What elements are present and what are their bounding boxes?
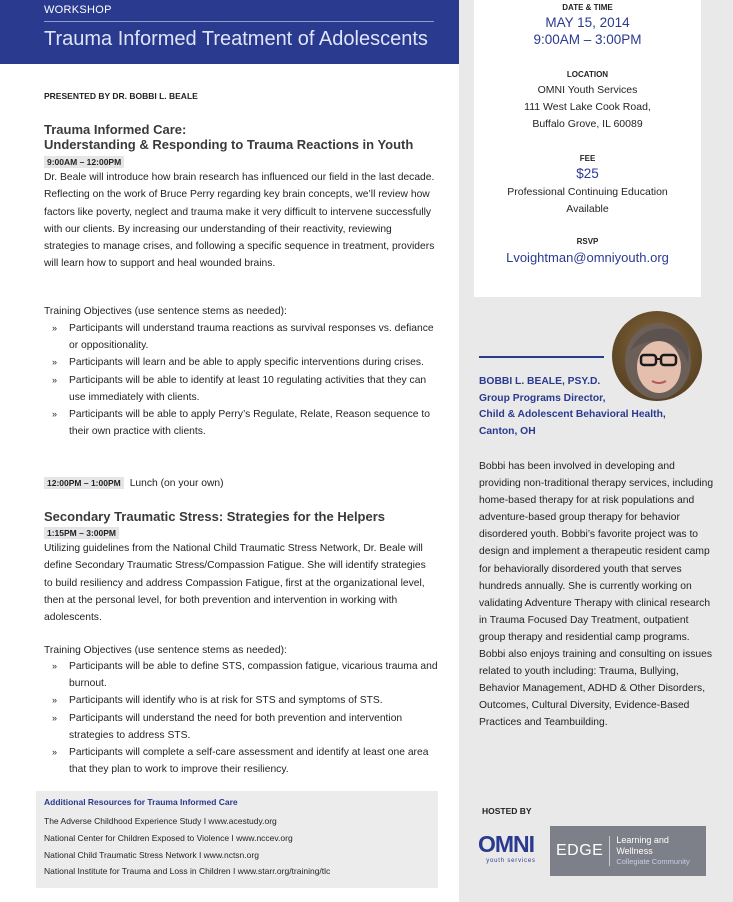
lunch-label: Lunch (on your own) [129,477,224,489]
session1-objectives [52,320,440,440]
session1-title-line2: Understanding & Responding to Trauma Reactions in Youth [44,137,414,152]
list-item: » Participants will identify who is at risk for STS and symptoms of STS. [52,695,383,707]
header-band [0,0,459,64]
session2-description: Utilizing guidelines from the National Child Traumatic Stress Network, Dr. Beale will define Secondary Traumatic Stress/Compassion Fatigue. She will identify strategies to build resiliency and address Compassion Fatigue, first at the organizational level, then at the personal level, for both prevention and intervention in working with adolescents. [44,543,426,624]
date-label: DATE & TIME [562,3,613,12]
bio-role: Group Programs Director, [479,392,606,404]
lunch-row [44,477,224,489]
omni-logo-subtitle: youth services [486,858,536,864]
session1-title-line1: Trauma Informed Care: [44,122,187,137]
edge-logo [550,826,706,876]
resource-item: National Institute for Trauma and Loss in Children I www.starr.org/training/tlc [44,866,331,877]
fee-amount: $25 [576,166,599,181]
list-item: » Participants will be able to define STS, compassion fatigue, vicarious trauma and burnout. [52,661,438,690]
session1-title [44,122,413,152]
lunch-time: 12:00PM – 1:00PM [44,477,124,489]
event-time: 9:00AM – 3:00PM [533,32,642,47]
resources-title: Additional Resources for Trauma Informed Care [44,797,238,807]
location-label: LOCATION [566,70,609,79]
list-item: » Participants will understand trauma reactions as survival responses vs. defiance or oppositionality. [52,323,434,352]
event-info-box [474,0,701,297]
resources-box [36,791,438,888]
session2-title: Secondary Traumatic Stress: Strategies for the Helpers [44,509,386,524]
location-line-2: 111 West Lake Cook Road, [524,101,651,113]
list-item: » Participants will be able to identify at least 10 regulating activities that they can use immediately with clients. [52,374,427,403]
session2-objectives-heading: Training Objectives (use sentence stems as needed): [44,645,287,656]
edge-logo-line1: Learning and Wellness [616,835,669,856]
resource-item: The Adverse Childhood Experience Study I www.acestudy.org [44,816,277,826]
list-item: » Participants will be able to apply Perry’s Regulate, Relate, Reason sequence to their own practice with clients. [52,409,430,438]
edge-logo-line2: Collegiate Community [616,857,690,866]
bio-heading [479,374,719,440]
session2-objectives [52,658,440,778]
bio-department: Child & Adolescent Behavioral Health, [479,409,666,420]
edge-logo-word: EDGE [550,836,610,866]
resource-item: National Child Traumatic Stress Network I www.nctsn.org [44,849,259,860]
rsvp-email-link[interactable]: Lvoightman@omniyouth.org [506,250,669,265]
resource-item: National Center for Children Exposed to Violence I www.nccev.org [44,832,293,843]
list-item: » Participants will learn and be able to apply specific interventions during crises. [52,357,424,369]
location-line-1: OMNI Youth Services [537,84,638,96]
page-title: Trauma Informed Treatment of Adolescents [44,28,428,50]
list-item: » Participants will understand the need for both prevention and intervention strategies to address STS. [52,712,403,741]
hosted-by-label: HOSTED BY [482,806,532,816]
event-date: MAY 15, 2014 [545,15,630,30]
bio-text: Bobbi has been involved in developing and providing non-traditional therapy services, including home-based therapy for at risk populations and adventure-based group therapy for behavior disordered youth. Bobbi’s favorite project was to design and implement a therapeutic resident camp for behaviorally disordered youth that serves hundreds annually. She is currently working on validating Adventure Therapy with clinical research in Trauma Focused Day Treatment, outpatient group therapy and residential camp programs. Bobbi also enjoys training and consulting on issues related to youth including: Trauma, Bullying, Behavior Management, ADHD & Other Disorders, Outcomes, Cultural Diversity, Evidence-Based Practices and Teambuilding. [479,461,714,729]
session1-objectives-heading: Training Objectives (use sentence stems as needed): [44,306,287,317]
bio-city: Canton, OH [479,425,536,437]
bio-divider [479,356,604,358]
header-rule [44,21,434,22]
fee-label: FEE [579,154,596,163]
bio-name: BOBBI L. BEALE, PSY.D. [479,376,601,387]
session1-time: 9:00AM – 12:00PM [44,156,124,168]
omni-logo [478,832,544,874]
fee-line-1: Professional Continuing Education [507,186,668,198]
list-item: » Participants will complete a self-care assessment and identify at least one area that they plan to work to improve their resiliency. [52,747,429,776]
location-line-3: Buffalo Grove, IL 60089 [532,118,643,130]
header-kicker: WORKSHOP [44,4,112,16]
presenter-line: PRESENTED BY DR. BOBBI L. BEALE [44,91,198,101]
fee-line-2: Available [566,203,609,215]
omni-logo-word: OMNI [478,831,535,857]
session2-time: 1:15PM – 3:00PM [44,527,119,539]
session1-description: Dr. Beale will introduce how brain research has influenced our field in the last decade. Reflecting on the work of Bruce Perry regarding key brain concepts, we’ll review how factors like poverty, neglect and trauma make it very difficult to intervene successfully with our clients. By increasing our understanding of their reactivity, reviewing strategies to manage crises, and following a specific sequence in treatment, providers will learn how to support and heal wounded brains. [44,172,435,270]
rsvp-label: RSVP [576,237,599,246]
